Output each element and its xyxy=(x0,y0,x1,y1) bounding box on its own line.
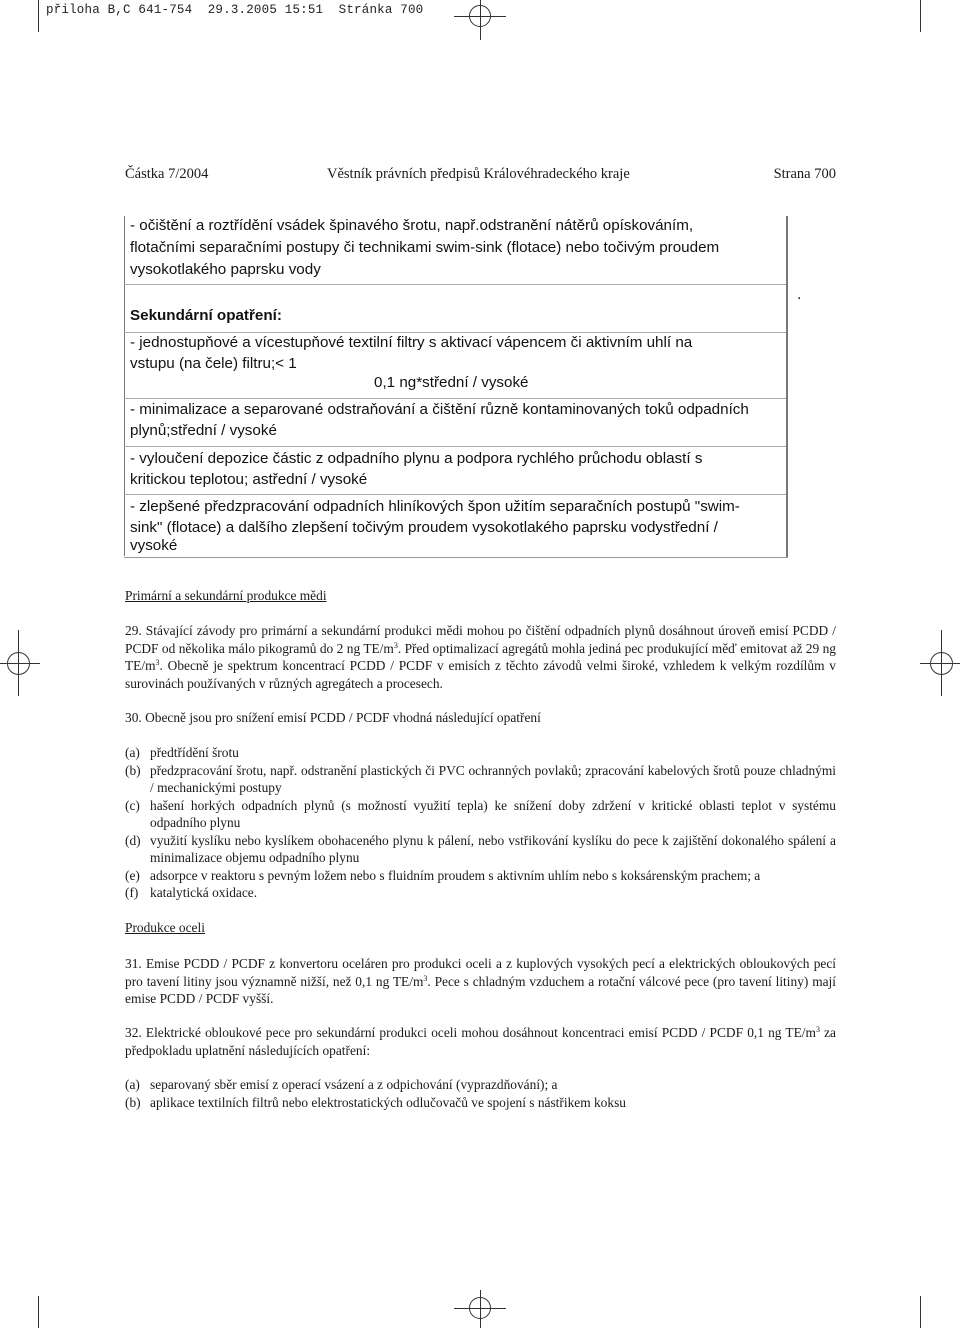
table-border-right xyxy=(786,216,788,558)
list-item-label: (b) xyxy=(125,762,141,778)
table-divider xyxy=(124,284,786,285)
secondary-measures-heading: Sekundární opatření: xyxy=(130,307,282,324)
paragraph-text: 31. Emise PCDD / PCDF z konvertoru oceláren pro produkci oceli a z kuplových vysokých pecí a elektrických obloukových pecí pro tavení litiny jsou významně nižší, než 0,1 ng TE/m xyxy=(125,956,836,989)
table-row-text: vstupu (na čele) filtru;< 1 xyxy=(130,355,297,372)
superscript: 3 xyxy=(155,658,160,667)
paragraph-29 xyxy=(125,622,836,692)
trim-mark-top-left xyxy=(38,0,39,32)
paragraph-30: 30. Obecně jsou pro snížení emisí PCDD / PCDF vhodná následující opatření xyxy=(125,710,541,725)
list-item-text: předtřídění šrotu xyxy=(150,745,239,760)
table-row-text: - zlepšené předzpracování odpadních hliníkových špon užitím separačních postupů "swim- xyxy=(130,498,740,515)
table-row-text: sink" (flotace) a dalšího zlepšení točivým proudem vysokotlakého paprsku vodystřední / xyxy=(130,519,718,536)
list-item-label: (a) xyxy=(125,745,140,760)
steel-measures-list xyxy=(125,1076,836,1111)
table-border-left xyxy=(124,216,125,556)
scanned-measures-table xyxy=(124,208,788,560)
table-row-text: - minimalizace a separované odstraňování a čištění různě kontaminovaných toků odpadních xyxy=(130,401,749,418)
paragraph-text: za předpokladu uplatnění následujících opatření: xyxy=(125,1025,836,1058)
trim-mark-top-right xyxy=(920,0,921,32)
list-item-label: (c) xyxy=(125,797,140,813)
list-item-text: separovaný sběr emisí z operací vsázení a z odpichování (vyprazdňování); a xyxy=(150,1077,558,1092)
superscript: 3 xyxy=(393,640,398,650)
list-item-label: (e) xyxy=(125,867,140,883)
stray-scan-mark: . xyxy=(797,286,802,303)
list-item xyxy=(125,762,836,797)
list-item-label: (d) xyxy=(125,832,141,848)
header-page-number: Strana 700 xyxy=(773,166,836,182)
registration-mark-bottom xyxy=(454,1290,506,1328)
header-journal-title: Věstník právních předpisů Královéhradeckého kraje xyxy=(327,166,630,182)
list-item-label: (f) xyxy=(125,885,139,900)
table-row-rating: 0,1 ng*střední / vysoké xyxy=(374,374,529,391)
paragraph-text: . Pece s chladným vzduchem a rotační válcové pece (pro tavení litiny) mají emise PCDD / PCDF vyšší. xyxy=(125,973,836,1006)
table-border-bottom xyxy=(124,557,788,558)
list-item-text: katalytická oxidace. xyxy=(150,885,258,900)
registration-mark-top xyxy=(454,0,506,40)
superscript: 3 xyxy=(815,1025,820,1034)
list-item-label: (a) xyxy=(125,1077,140,1092)
paragraph-text: . Před optimalizací agregátů mohla jediná pec produkující měď emitovat až 29 ng TE/m xyxy=(125,640,837,673)
registration-mark-left xyxy=(0,630,40,696)
table-row-text: - očištění a roztřídění vsádek špinavého šrotu, např.odstranění nátěrů opískováním, xyxy=(130,217,694,234)
list-item xyxy=(125,1094,836,1112)
trim-mark-bottom-left xyxy=(38,1296,39,1328)
header-issue: Částka 7/2004 xyxy=(125,166,209,182)
list-item xyxy=(125,1076,836,1094)
paragraph-text: . Obecně je spektrum koncentrací PCDD / PCDF v emisích z těchto závodů velmi široké, vzhledem k velkým rozdílům v surovinách používaných v různých agregátech a procesech. xyxy=(125,658,836,691)
table-divider xyxy=(124,494,786,495)
section-title-steel: Produkce oceli xyxy=(125,920,205,935)
superscript: 3 xyxy=(423,973,428,983)
list-item-text: využití kyslíku nebo kyslíkem obohaceného plynu k pálení, nebo vstřikování kyslíku do pece k zajištění dokonalého spálení a minimalizace objemu odpadního plynu xyxy=(150,832,836,865)
section-title-copper: Primární a sekundární produkce mědi xyxy=(125,588,327,603)
table-row-text: - jednostupňové a vícestupňové textilní filtry s aktivací vápencem či aktivním uhlí na xyxy=(130,334,693,351)
table-row-text: flotačními separačními postupy či technikami swim-sink (flotace) nebo točivým proudem xyxy=(130,239,720,256)
list-item-text: aplikace textilních filtrů nebo elektrostatických odlučovačů ve spojení s nástřikem koksu xyxy=(150,1094,626,1110)
list-item-label: (b) xyxy=(125,1094,141,1110)
registration-mark-right xyxy=(920,630,960,696)
list-item-text: hašení horkých odpadních plynů (s možností využití tepla) ke snížení doby zdržení v kritické oblasti teplot v systému odpadního plynu xyxy=(150,797,836,830)
paragraph-32 xyxy=(125,1024,836,1059)
table-divider xyxy=(124,446,786,447)
list-item xyxy=(125,744,836,762)
list-item xyxy=(125,867,836,885)
list-item xyxy=(125,884,836,902)
list-item-text: adsorpce v reaktoru s pevným ložem nebo s fluidním proudem s aktivním uhlím nebo s koksárenským prachem; a xyxy=(150,867,761,883)
paragraph-text: 29. Stávající závody pro primární a sekundární produkci mědi mohou po čištění odpadních plynů dosáhnout úroveň emisí PCDD / PCDF od několika málo pikogramů do 2 ng TE/m xyxy=(125,623,836,656)
list-item xyxy=(125,832,836,867)
table-row-text: - vyloučení depozice částic z odpadního plynu a podpora rychlého průchodu oblastí s xyxy=(130,450,703,467)
paragraph-text: 32. Elektrické obloukové pece pro sekundární produkci oceli mohou dosáhnout koncentraci emisí PCDD / PCDF 0,1 ng TE/m xyxy=(125,1025,816,1040)
table-row-text: vysoké xyxy=(130,537,178,554)
printer-slug-line: přiloha B,C 641-754 29.3.2005 15:51 Stránka 700 xyxy=(46,3,424,17)
trim-mark-bottom-right xyxy=(920,1296,921,1328)
paragraph-31 xyxy=(125,955,836,1008)
list-item xyxy=(125,797,836,832)
table-row-text: plynů;střední / vysoké xyxy=(130,422,277,439)
table-row-text: kritickou teplotou; astřední / vysoké xyxy=(130,471,368,488)
list-item-text: předzpracování šrotu, např. odstranění plastických či PVC ochranných povlaků; zpracování kabelových šrotů pouze chladnými / mechanickými postupy xyxy=(150,762,836,795)
copper-measures-list xyxy=(125,744,836,902)
table-row-text: vysokotlakého paprsku vody xyxy=(130,261,321,278)
